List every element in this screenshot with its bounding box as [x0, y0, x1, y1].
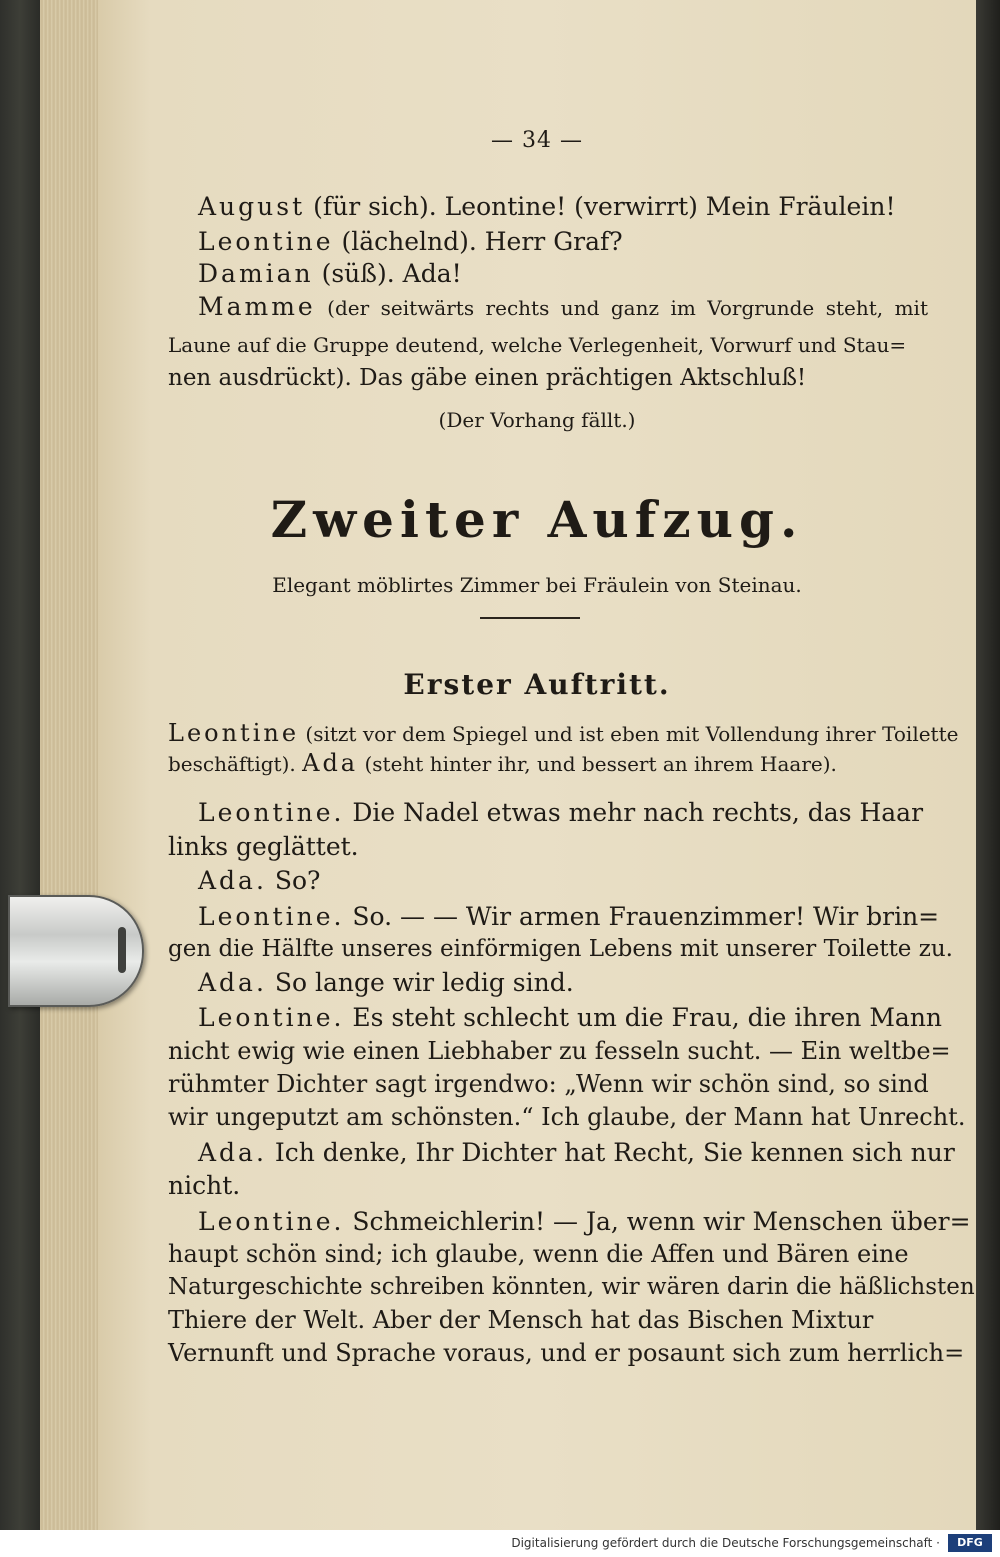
page-edges [40, 0, 101, 1530]
dialogue-line: Naturgeschichte schreiben könnten, wir wären darin die häßlichsten [168, 1274, 975, 1300]
setting-description: Elegant möblirtes Zimmer bei Fräulein von Steinau. [272, 573, 802, 597]
speaker-name: Leontine. [198, 1003, 345, 1032]
speaker-name: Leontine. [198, 798, 345, 827]
book-page [98, 0, 976, 1530]
speaker-name: Damian [198, 259, 314, 288]
dialogue-line: Ada. Ich denke, Ihr Dichter hat Recht, Sie kennen sich nur [198, 1138, 955, 1167]
speaker-name: Leontine. [198, 902, 345, 931]
dfg-logo: DFG [948, 1534, 992, 1552]
divider-rule [480, 617, 580, 619]
dialogue-line: Leontine. So. — — Wir armen Frauenzimmer! Wir brin= [198, 902, 940, 931]
speaker-name: Ada. [198, 866, 267, 895]
scene-title: Erster Auftritt. [403, 668, 671, 701]
book-cover-left [0, 0, 40, 1557]
text-line: Leontine (lächelnd). Herr Graf? [198, 227, 623, 256]
dialogue-line: nicht. [168, 1171, 241, 1200]
dialogue-line: Thiere der Welt. Aber der Mensch hat das Bischen Mixtur [168, 1306, 874, 1334]
page-number: — 34 — [491, 128, 583, 153]
dialogue-line: haupt schön sind; ich glaube, wenn die Affen und Bären eine [168, 1240, 909, 1268]
footer-bar [0, 1530, 1000, 1557]
dialogue-line: Ada. So? [198, 866, 321, 895]
text-line: Damian (süß). Ada! [198, 259, 462, 288]
dialogue-line: gen die Hälfte unseres einförmigen Lebens mit unserer Toilette zu. [168, 936, 953, 962]
book-cover-right [976, 0, 1000, 1530]
footer-credit: Digitalisierung gefördert durch die Deutsche Forschungsgemeinschaft · [511, 1536, 940, 1550]
dialogue-line: links geglättet. [168, 832, 359, 861]
speaker-name: Leontine [198, 227, 334, 256]
dialogue-line: Vernunft und Sprache voraus, und er posaunt sich zum herrlich= [168, 1339, 965, 1367]
dialogue-line: nicht ewig wie einen Liebhaber zu fesseln sucht. — Ein weltbe= [168, 1037, 951, 1065]
dialogue-line: Leontine. Schmeichlerin! — Ja, wenn wir Menschen über= [198, 1207, 971, 1236]
speaker-name: Leontine [168, 719, 300, 747]
stage-direction-curtain: (Der Vorhang fällt.) [438, 408, 636, 432]
dialogue-line: Ada. So lange wir ledig sind. [198, 968, 574, 997]
stage-direction: Leontine (sitzt vor dem Spiegel und ist eben mit Vollendung ihrer Toilette [168, 719, 959, 747]
dialogue-line: Leontine. Die Nadel etwas mehr nach rechts, das Haar [198, 798, 924, 827]
speaker-name: Mamme [198, 292, 316, 321]
act-title: Zweiter Aufzug. [270, 490, 804, 549]
speaker-name: Leontine. [198, 1207, 345, 1236]
stage-direction: beschäftigt). Ada (steht hinter ihr, und bessert an ihrem Haare). [168, 749, 837, 777]
text-line: August (für sich). Leontine! (verwirrt) Mein Fräulein! [198, 192, 896, 221]
text-line: Mamme (der seitwärts rechts und ganz im Vorgrunde steht, mit [198, 292, 928, 321]
speaker-name: Ada. [198, 968, 267, 997]
dialogue-line: Leontine. Es steht schlecht um die Frau, die ihren Mann [198, 1003, 943, 1032]
text-line: nen ausdrückt). Das gäbe einen prächtigen Aktschluß! [168, 365, 807, 391]
page-clip [8, 895, 144, 1007]
speaker-name: Ada [302, 749, 359, 777]
text-line: Laune auf die Gruppe deutend, welche Verlegenheit, Vorwurf und Stau= [168, 333, 907, 357]
speaker-name: August [198, 192, 306, 221]
speaker-name: Ada. [198, 1138, 267, 1167]
dialogue-line: rühmter Dichter sagt irgendwo: „Wenn wir schön sind, so sind [168, 1070, 929, 1098]
dialogue-line: wir ungeputzt am schönsten.“ Ich glaube, der Mann hat Unrecht. [168, 1103, 966, 1131]
